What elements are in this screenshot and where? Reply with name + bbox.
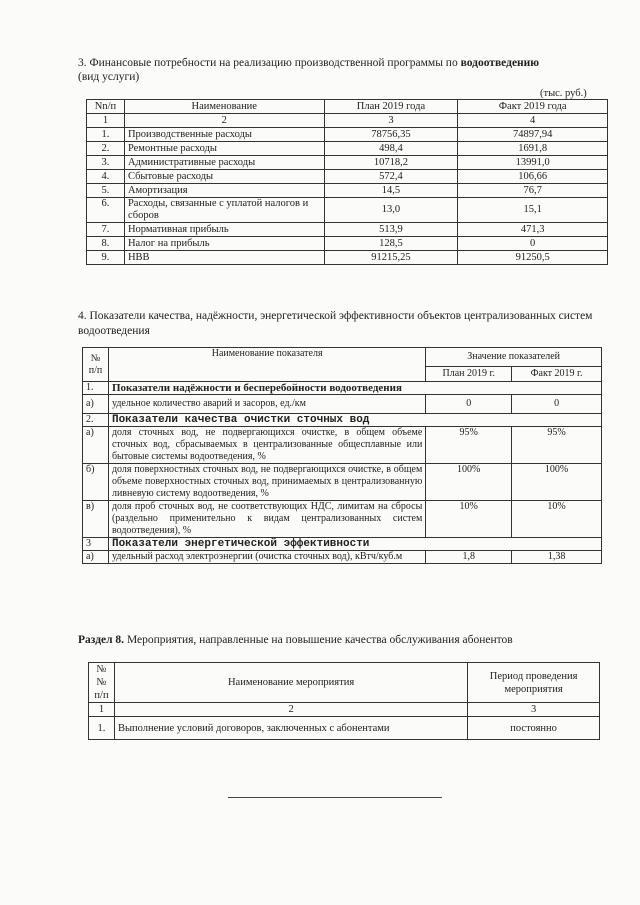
table-row: 8. Налог на прибыль 128,5 0 (87, 237, 608, 251)
table-row: 1. Производственные расходы 78756,35 74897,94 (87, 128, 608, 142)
table-row: в) доля проб сточных вод, не соответствующих НДС, лимитам на сбросы (раздельно применительно к видам централизованных систем водоотведения), % 10% 10% (83, 501, 602, 538)
group-row: 2. Показатели качества очистки сточных вод (83, 414, 602, 427)
table-row: 4. Сбытовые расходы 572,4 106,66 (87, 170, 608, 184)
table-row: б) доля поверхностных сточных вод, не подвергающихся очистке, в общем объеме поверхностных сточных вод, принимаемых в централизованную ливневую систему водоотведения, % 100% 100% (83, 464, 602, 501)
table-row: а) удельный расход электроэнергии (очистка сточных вод), кВтч/куб.м 1,8 1,38 (83, 551, 602, 564)
table-row: 9. НВВ 91215,25 91250,5 (87, 251, 608, 265)
table-row: а) удельное количество аварий и засоров, ед./км 0 0 (83, 395, 602, 414)
service-name: водоотведению (460, 57, 540, 69)
signature-line (228, 797, 442, 798)
quality-indicators-table (82, 347, 602, 564)
table-row: 2. Ремонтные расходы 498,4 1691,8 (87, 142, 608, 156)
table-numbers-row: 1 2 3 4 (87, 114, 608, 128)
table-header-row: План 2019 г. Факт 2019 г. (83, 367, 602, 382)
table-row: 5. Амортизация 14,5 76,7 (87, 184, 608, 198)
table-row: 3. Административные расходы 10718,2 13991,0 (87, 156, 608, 170)
measures-table (88, 662, 600, 740)
section8-title: Раздел 8. Мероприятия, направленные на повышение качества обслуживания абонентов (78, 634, 513, 646)
table-header-row: № п/п Наименование показателя Значение показателей (83, 348, 602, 367)
table-row: а) доля сточных вод, не подвергающихся очистке, в общем объеме сточных вод, сбрасываемых в централизованные общесплавные или бытовые системы водоотведения, % 95% 95% (83, 427, 602, 464)
section4-title: 4. Показатели качества, надёжности, энергетической эффективности объектов централизованных систем водоотведения (78, 310, 593, 337)
units-label: (тыс. руб.) (540, 88, 587, 99)
finance-table (86, 99, 608, 265)
table-numbers-row: 1 2 3 (89, 703, 600, 717)
table-row: 7. Нормативная прибыль 513,9 471,3 (87, 223, 608, 237)
table-row: 6. Расходы, связанные с уплатой налогов и сборов 13,0 15,1 (87, 198, 608, 223)
group-row: 1. Показатели надёжности и бесперебойности водоотведения (83, 382, 602, 395)
section3-title: 3. Финансовые потребности на реализацию производственной программы по водоотведению (вид услуги) (78, 57, 540, 83)
table-header-row: Nn/п Наименование План 2019 года Факт 2019 года (87, 100, 608, 114)
table-row: 1. Выполнение условий договоров, заключенных с абонентами постоянно (89, 717, 600, 740)
service-note: (вид услуги) (78, 71, 140, 83)
group-row: 3 Показатели энергетической эффективности (83, 538, 602, 551)
table-header-row: №№ п/п Наименование мероприятия Период проведения мероприятия (89, 663, 600, 703)
